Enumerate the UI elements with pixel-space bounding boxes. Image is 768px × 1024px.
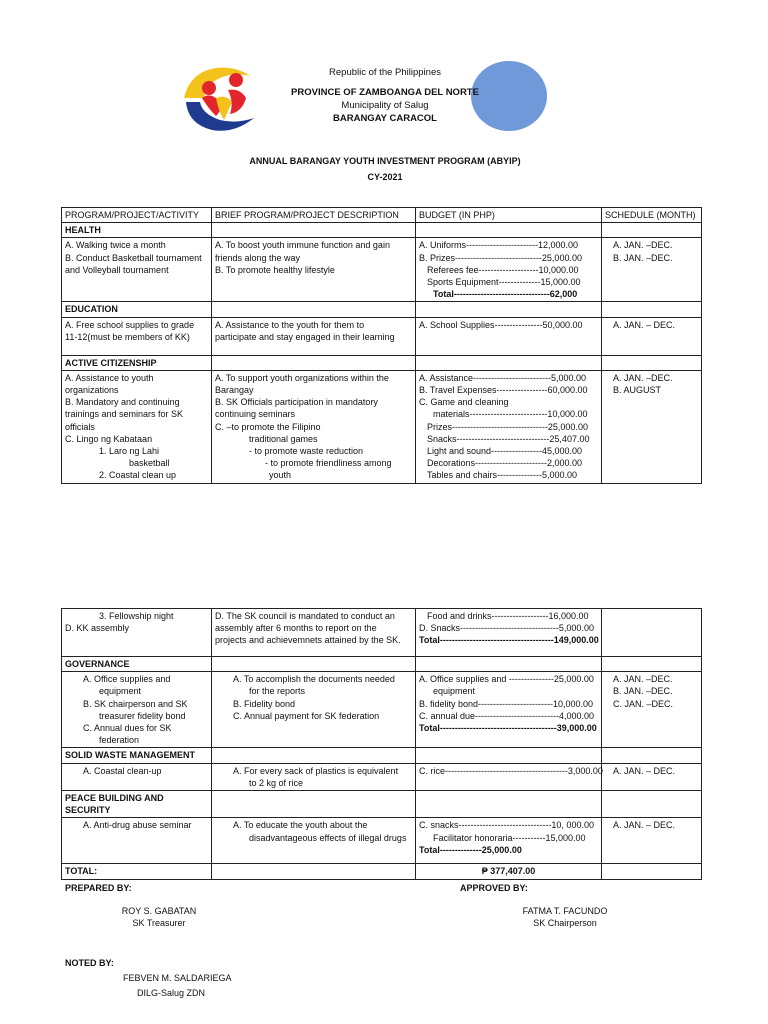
schedule-line: B. AUGUST [613, 385, 662, 396]
activity-line: 1. Laro ng Lahi [99, 446, 160, 457]
budget-line: B. fidelity bond-------------------------10,000.00 [419, 698, 594, 709]
description-line: C. Annual payment for SK federation [233, 710, 380, 721]
section-label: EDUCATION [62, 302, 212, 317]
description-line: for the reports [249, 686, 306, 697]
description-line: A. To accomplish the documents needed [233, 674, 395, 685]
budget-line: Snacks-------------------------------25,407.00 [427, 433, 590, 444]
budget-total: Total--------------25,000.00 [419, 844, 522, 855]
budget-line: Facilitator honoraria-----------15,000.00 [433, 832, 586, 843]
section-label: HEALTH [62, 223, 212, 238]
approved-by-label: APPROVED BY: [460, 883, 528, 893]
budget-line: A. Office supplies and ---------------25,000.00 [419, 674, 594, 685]
activity-line: organizations [65, 385, 119, 396]
schedule-line: C. JAN. –DEC. [613, 698, 674, 709]
document-title: ANNUAL BARANGAY YOUTH INVESTMENT PROGRAM (ABYIP) [249, 156, 521, 166]
budget-line: A. Assistance--------------------------5,000.00 [419, 372, 586, 383]
activity-line: B. SK chairperson and SK [83, 698, 188, 709]
description-line: disadvantageous effects of illegal drugs [249, 832, 407, 843]
budget-total: Total--------------------------------------149,000.00 [419, 635, 599, 646]
schedule-line: A. JAN. –DEC. [613, 674, 673, 685]
description-line: assembly after 6 months to report on the [215, 623, 377, 634]
column-header: BRIEF PROGRAM/PROJECT DESCRIPTION [212, 208, 416, 223]
activity-line: A. Coastal clean-up [83, 765, 162, 776]
table-header-row [62, 208, 702, 223]
budget-line: C. rice-----------------------------------------3,000.00 [419, 765, 603, 776]
budget-line: C. snacks-------------------------------10, 000.00 [419, 820, 594, 831]
schedule-line: A. JAN. –DEC. [613, 240, 673, 251]
budget-line: Light and sound-----------------45,000.00 [427, 446, 583, 457]
description-line: B. To promote healthy lifestyle [215, 264, 335, 275]
budget-line: materials--------------------------10,000.00 [433, 409, 588, 420]
section-row-health [62, 223, 702, 238]
description-line: B. SK Officials participation in mandatory [215, 397, 378, 408]
description-line: to 2 kg of rice [249, 777, 304, 788]
province-line: PROVINCE OF ZAMBOANGA DEL NORTE [291, 87, 479, 98]
section-label: ACTIVE CITIZENSHIP [62, 355, 212, 370]
table-row [62, 317, 702, 355]
description-line: D. The SK council is mandated to conduct an [215, 611, 395, 621]
document-year: CY-2021 [367, 172, 403, 182]
section-row-solid-waste [62, 748, 702, 763]
approved-by-role: SK Chairperson [533, 918, 597, 928]
budget-total: Total--------------------------------62,000 [433, 289, 578, 300]
republic-line: Republic of the Philippines [329, 67, 441, 78]
description-line: traditional games [249, 433, 318, 444]
section-row-peace-building [62, 791, 702, 818]
section-row-education [62, 302, 702, 317]
description-line: A. To educate the youth about the [233, 820, 368, 831]
description-line: C. –to promote the Filipino [215, 421, 321, 432]
abyip-table-page-2 [61, 608, 702, 880]
schedule-line: A. JAN. – DEC. [613, 319, 676, 330]
schedule-line: A. JAN. – DEC. [613, 765, 676, 776]
activity-line: A. Walking twice a month [65, 240, 166, 251]
budget-line: Tables and chairs---------------5,000.00 [427, 470, 578, 481]
table-row [62, 672, 702, 748]
total-label: TOTAL: [62, 864, 212, 879]
column-header: PROGRAM/PROJECT/ACTIVITY [62, 208, 212, 223]
table-row [62, 370, 702, 483]
barangay-line: BARANGAY CARACOL [333, 113, 437, 124]
budget-line: Referees fee--------------------10,000.00 [427, 264, 579, 275]
description-line: participate and stay engaged in their learning [215, 331, 395, 342]
grand-total-row [62, 864, 702, 879]
description-line: A. For every sack of plastics is equivalent [233, 765, 399, 776]
approved-by-name: FATMA T. FACUNDO [522, 906, 608, 916]
schedule-line: A. JAN. –DEC. [613, 372, 673, 383]
description-line: A. To boost youth immune function and gain [215, 240, 390, 251]
description-line: B. Fidelity bond [233, 698, 296, 709]
budget-line: C. annual due----------------------------4,000.00 [419, 710, 594, 721]
activity-line: federation [99, 735, 140, 746]
budget-line: B. Prizes-----------------------------25,000.00 [419, 252, 582, 263]
prepared-by-role: SK Treasurer [132, 918, 186, 928]
noted-by-role: DILG-Salug ZDN [137, 988, 206, 998]
noted-by-name: FEBVEN M. SALDARIEGA [123, 973, 232, 983]
description-line: Barangay [215, 385, 254, 396]
prepared-by-name: ROY S. GABATAN [121, 906, 197, 916]
section-label: SOLID WASTE MANAGEMENT [62, 748, 212, 763]
activity-line: basketball [129, 458, 170, 469]
description-line: - to promote friendliness among [265, 458, 392, 469]
activity-line: A. Free school supplies to grade [65, 319, 195, 330]
description-line: - to promote waste reduction [249, 446, 364, 457]
activity-line: C. Lingo ng Kabataan [65, 433, 153, 444]
budget-line: Prizes--------------------------------25,000.00 [427, 421, 588, 432]
activity-line: C. Annual dues for SK [83, 723, 172, 734]
activity-line: trainings and seminars for SK [65, 409, 184, 420]
abyip-table-page-1 [61, 207, 702, 484]
schedule-line: B. JAN. –DEC. [613, 686, 673, 697]
budget-line: Sports Equipment--------------15,000.00 [427, 277, 581, 288]
budget-line: D. Snacks---------------------------------5,000.00 [419, 623, 594, 634]
description-line: youth [269, 470, 292, 481]
schedule-line: B. JAN. –DEC. [613, 252, 673, 263]
activity-line: 2. Coastal clean up [99, 470, 177, 481]
schedule-line: A. JAN. – DEC. [613, 820, 676, 831]
activity-line: B. Mandatory and continuing [65, 397, 180, 408]
activity-line: A. Anti-drug abuse seminar [83, 820, 192, 831]
activity-line: treasurer fidelity bond [99, 710, 186, 721]
table-row [62, 763, 702, 790]
activity-line: A. Office supplies and [83, 674, 171, 685]
budget-line: A. School Supplies----------------50,000.00 [419, 319, 583, 330]
activity-line: officials [65, 421, 95, 432]
budget-line: C. Game and cleaning [419, 397, 509, 408]
municipality-line: Municipality of Salug [341, 100, 429, 111]
budget-line: B. Travel Expenses-----------------60,000.00 [419, 385, 588, 396]
section-row-active-citizenship [62, 355, 702, 370]
activity-line: and Volleyball tournament [65, 264, 169, 275]
activity-line: equipment [99, 686, 142, 697]
total-value: ₱ 377,407.00 [416, 864, 602, 879]
table-row [62, 609, 702, 657]
table-row [62, 818, 702, 864]
description-line: projects and achievemnets attained by the SK. [215, 635, 401, 646]
description-line: continuing seminars [215, 409, 296, 420]
description-line: friends along the way [215, 252, 301, 263]
budget-line: A. Uniforms------------------------12,000.00 [419, 240, 578, 251]
budget-total: Total---------------------------------------39,000.00 [419, 723, 597, 734]
section-label: PEACE BUILDING AND SECURITY [62, 791, 212, 818]
description-line: A. Assistance to the youth for them to [215, 319, 365, 330]
activity-line: 3. Fellowship night [99, 611, 174, 621]
section-row-governance [62, 657, 702, 672]
activity-line: B. Conduct Basketball tournament [65, 252, 202, 263]
budget-line: equipment [433, 686, 476, 697]
budget-line: Decorations------------------------2,000.00 [427, 458, 582, 469]
description-line: A. To support youth organizations within the [215, 372, 389, 383]
noted-by-label: NOTED BY: [65, 958, 114, 968]
column-header: SCHEDULE (MONTH) [602, 208, 702, 223]
budget-line: Food and drinks-------------------16,000.00 [427, 611, 589, 621]
activity-line: D. KK assembly [65, 623, 130, 634]
prepared-by-label: PREPARED BY: [65, 883, 132, 893]
section-label: GOVERNANCE [62, 657, 212, 672]
column-header: BUDGET (IN PHP) [416, 208, 602, 223]
activity-line: 11-12(must be members of KK) [65, 331, 190, 342]
table-row [62, 238, 702, 302]
activity-line: A. Assistance to youth [65, 372, 154, 383]
